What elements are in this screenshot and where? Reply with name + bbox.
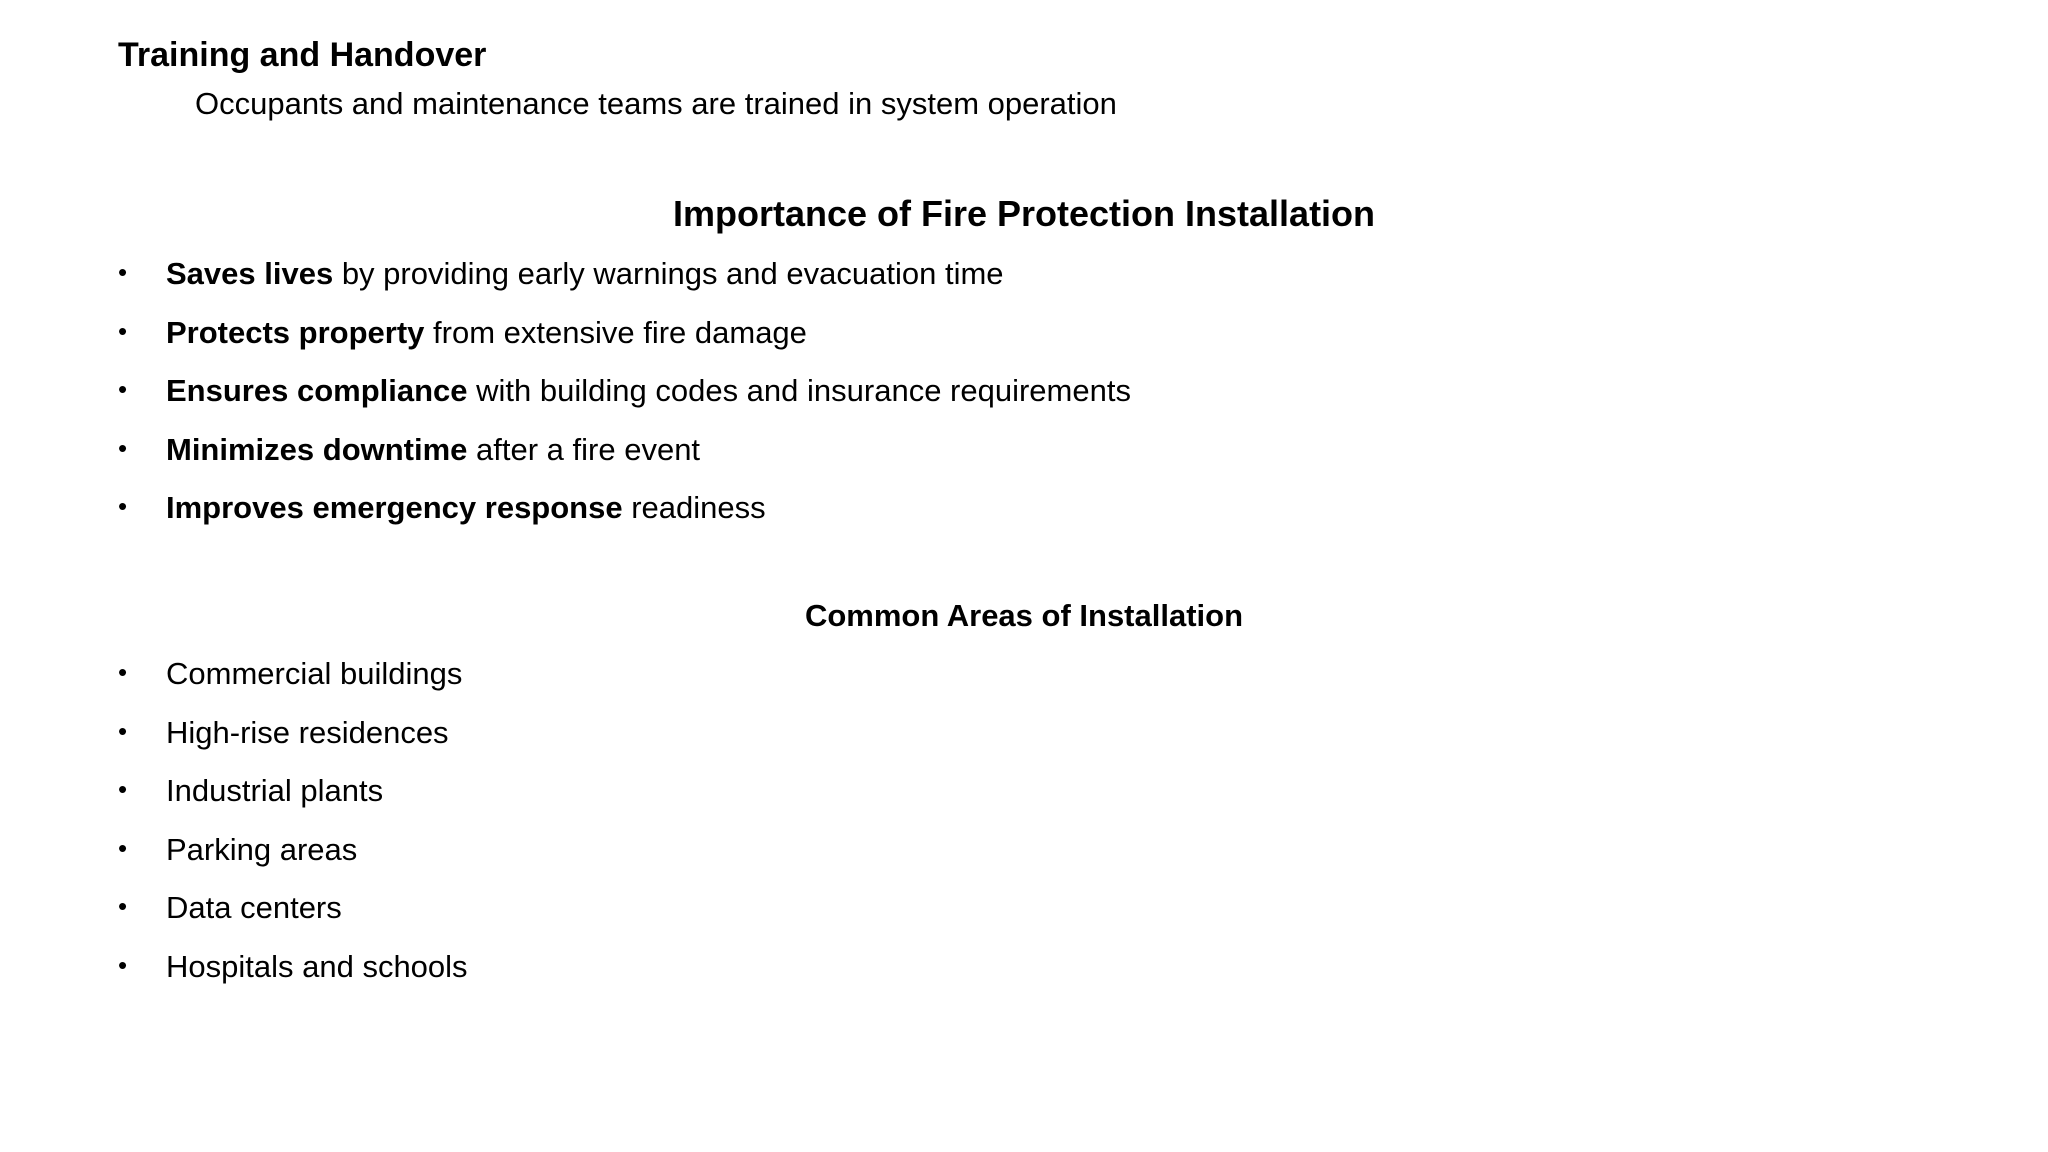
areas-heading: Common Areas of Installation (804, 598, 1244, 633)
bullet-icon: • (118, 657, 128, 687)
training-heading: Training and Handover (118, 36, 487, 74)
importance-heading: Importance of Fire Protection Installation (672, 193, 1376, 234)
bullet-icon: • (118, 832, 128, 863)
bullet-icon: • (118, 949, 128, 980)
list-item-text (166, 254, 1004, 294)
list-item-rest: from extensive fire damage (424, 314, 807, 350)
list-item-text: Industrial plants (166, 773, 384, 808)
bullet-icon: • (118, 715, 128, 746)
list-item-bold: Ensures compliance (166, 373, 468, 408)
bullet-icon: • (118, 374, 128, 404)
list-item-text: Hospitals and schools (166, 948, 468, 984)
list-item-text (166, 488, 766, 528)
list-item-rest: after a fire event (467, 431, 701, 467)
list-item-rest: by providing early warnings and evacuation time (333, 256, 1004, 291)
list-item-rest: with building codes and insurance requirements (467, 373, 1131, 408)
list-item-bold: Improves emergency response (166, 490, 623, 525)
list-item-text (166, 371, 1131, 411)
training-text: Occupants and maintenance teams are trained in system operation (195, 86, 1117, 121)
list-item-text (166, 430, 700, 470)
bullet-icon: • (118, 432, 128, 463)
list-item-text: Commercial buildings (166, 656, 463, 691)
bullet-icon: • (118, 315, 128, 346)
list-item-text: Parking areas (166, 831, 358, 867)
list-item-bold: Protects property (166, 314, 425, 350)
bullet-icon: • (118, 491, 128, 521)
bullet-icon: • (118, 257, 128, 287)
bullet-icon: • (118, 774, 128, 804)
list-item-bold: Minimizes downtime (166, 431, 468, 467)
list-item-text: Data centers (166, 890, 342, 925)
list-item-bold: Saves lives (166, 256, 334, 291)
list-item-text: High-rise residences (166, 714, 449, 750)
bullet-icon: • (118, 891, 128, 921)
list-item-text (166, 313, 807, 353)
list-item-rest: readiness (622, 490, 766, 525)
